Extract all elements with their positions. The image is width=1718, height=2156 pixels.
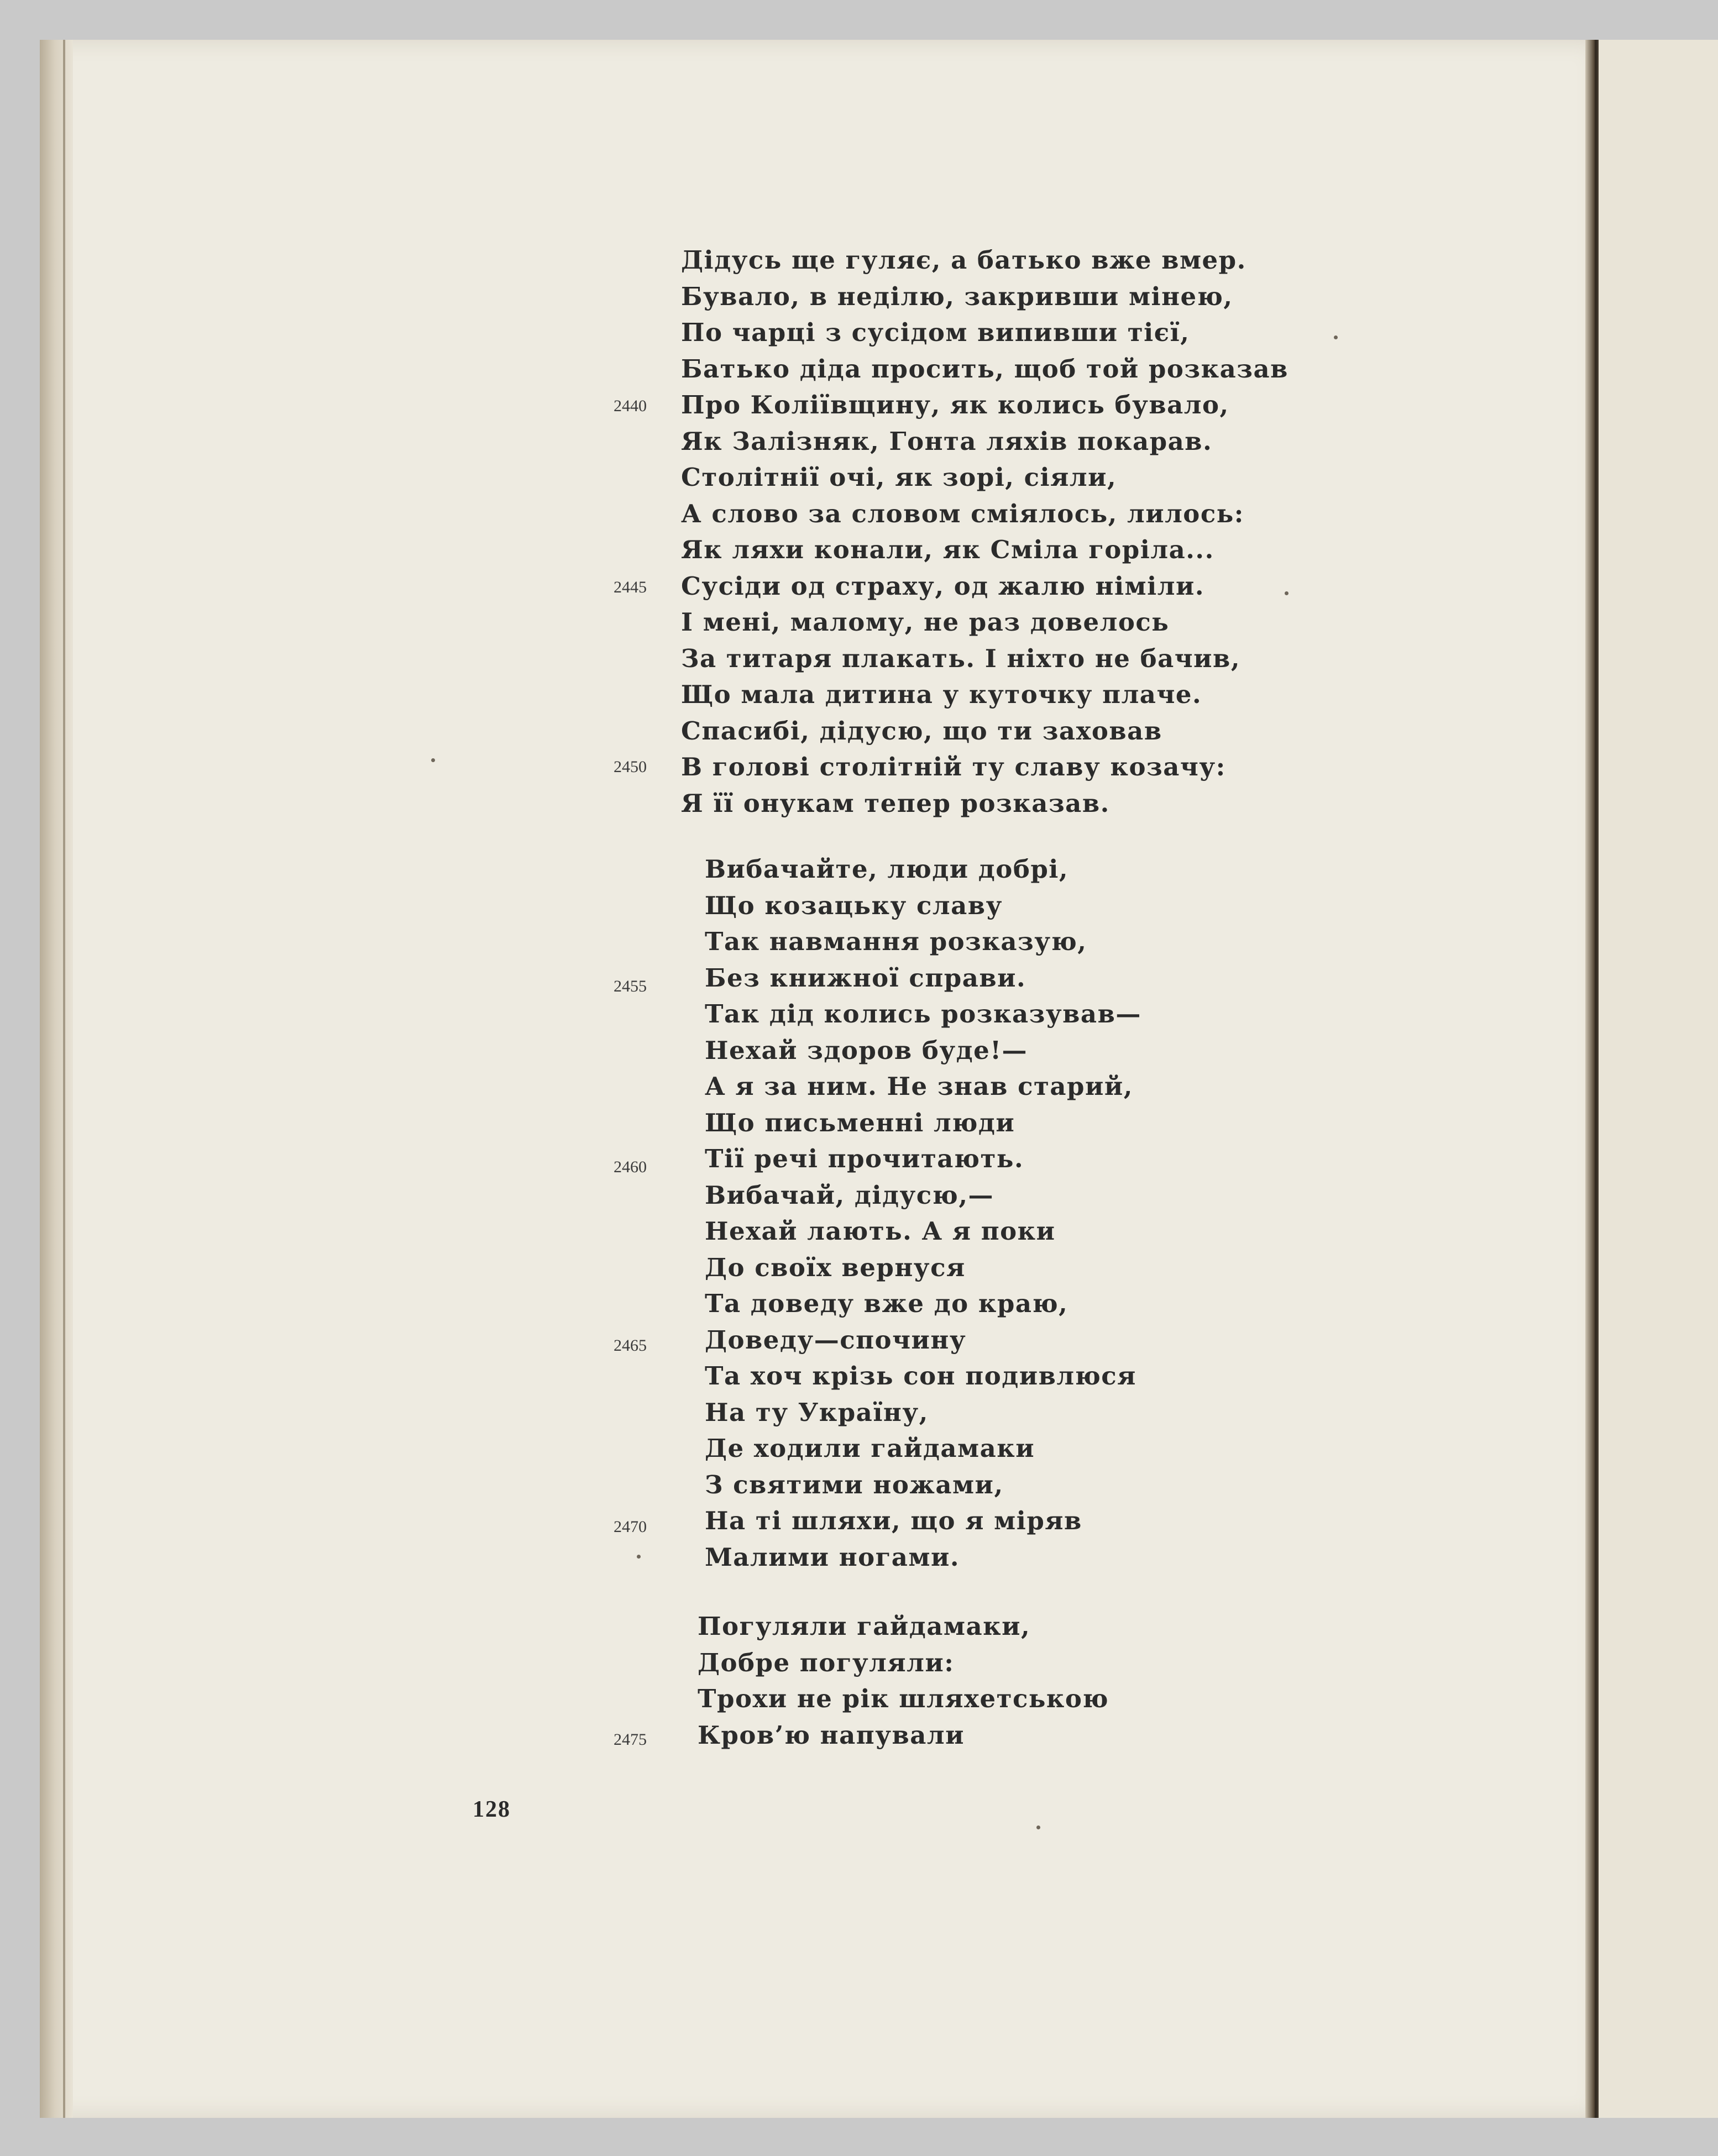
- verse-line: А слово за словом сміялось, лилось:: [681, 499, 1244, 528]
- verse-line: Та доведу вже до краю,: [705, 1289, 1068, 1318]
- verse-line: До своїх вернуся: [705, 1252, 966, 1282]
- verse-line: Так навмання розказую,: [705, 927, 1087, 956]
- verse-line: Про Коліївщину, як колись бувало,: [681, 390, 1229, 419]
- page-number: 128: [473, 1797, 511, 1822]
- verse-line: Як ляхи конали, як Сміла горіла...: [681, 535, 1214, 564]
- verse-line: І мені, малому, не раз довелось: [681, 607, 1170, 637]
- verse-line: Нехай здоров буде!—: [705, 1035, 1028, 1065]
- line-number: 2460: [614, 1158, 647, 1176]
- verse-line: Доведу—спочину: [705, 1325, 967, 1355]
- verse-line: Батько діда просить, щоб той розказав: [681, 354, 1288, 384]
- verse-line: А я за ним. Не знав старий,: [705, 1072, 1133, 1101]
- verse-line: Я її онукам тепер розказав.: [681, 788, 1110, 818]
- line-number: 2440: [614, 397, 647, 415]
- paper-speck: [1334, 335, 1338, 339]
- facing-page-edge: [1599, 40, 1718, 2118]
- verse-line: Що письменні люди: [705, 1108, 1015, 1137]
- verse-line: Та хоч крізь сон подивлюся: [705, 1361, 1136, 1391]
- verse-line: Вибачай, дідусю,—: [705, 1180, 994, 1210]
- verse-line: Що козацьку славу: [705, 890, 1003, 920]
- line-number: 2465: [614, 1336, 647, 1355]
- paper-speck: [1036, 1825, 1040, 1829]
- line-number: 2475: [614, 1730, 647, 1749]
- verse-line: Що мала дитина у куточку плаче.: [681, 680, 1202, 709]
- line-number: 2445: [614, 578, 647, 596]
- verse-line: Малими ногами.: [705, 1542, 960, 1572]
- page-binding-edge: [40, 40, 73, 2118]
- verse-line: Нехай лають. А я поки: [705, 1216, 1056, 1246]
- verse-line: Столітнії очі, як зорі, сіяли,: [681, 463, 1117, 492]
- verse-line: Так дід колись розказував—: [705, 999, 1141, 1029]
- verse-line: По чарці з сусідом випивши тієї,: [681, 318, 1190, 347]
- line-number: 2470: [614, 1518, 647, 1536]
- line-number: 2450: [614, 758, 647, 776]
- verse-line: Сусіди од страху, од жалю німіли.: [681, 571, 1204, 601]
- verse-line: Спасибі, дідусю, що ти заховав: [681, 716, 1162, 746]
- line-number: 2455: [614, 977, 647, 995]
- verse-line: За титаря плакать. І ніхто не бачив,: [681, 643, 1240, 673]
- verse-line: Тії речі прочитають.: [705, 1144, 1024, 1173]
- paper-speck: [1285, 591, 1288, 595]
- verse-line: Дідусь ще гуляє, а батько вже вмер.: [681, 245, 1246, 275]
- verse-line: Погуляли гайдамаки,: [698, 1612, 1031, 1641]
- verse-line: Трохи не рік шляхетською: [698, 1684, 1109, 1713]
- verse-line: Як Залізняк, Гонта ляхів покарав.: [681, 426, 1213, 456]
- paper-speck: [431, 758, 435, 762]
- verse-line: В голові столітній ту славу козачу:: [681, 752, 1226, 781]
- verse-line: Кров’ю напували: [698, 1720, 965, 1750]
- verse-line: Без книжної справи.: [705, 963, 1026, 993]
- verse-line: Де ходили гайдамаки: [705, 1434, 1035, 1463]
- paper-speck: [637, 1555, 641, 1559]
- verse-line: Вибачайте, люди добрі,: [705, 854, 1069, 884]
- verse-line: Бувало, в неділю, закривши мінею,: [681, 281, 1233, 311]
- verse-line: На ту Україну,: [705, 1397, 929, 1427]
- binding-line: [63, 40, 65, 2118]
- verse-line: На ті шляхи, що я міряв: [705, 1506, 1082, 1535]
- verse-line: Добре погуляли:: [698, 1648, 955, 1677]
- verse-line: З святими ножами,: [705, 1470, 1004, 1499]
